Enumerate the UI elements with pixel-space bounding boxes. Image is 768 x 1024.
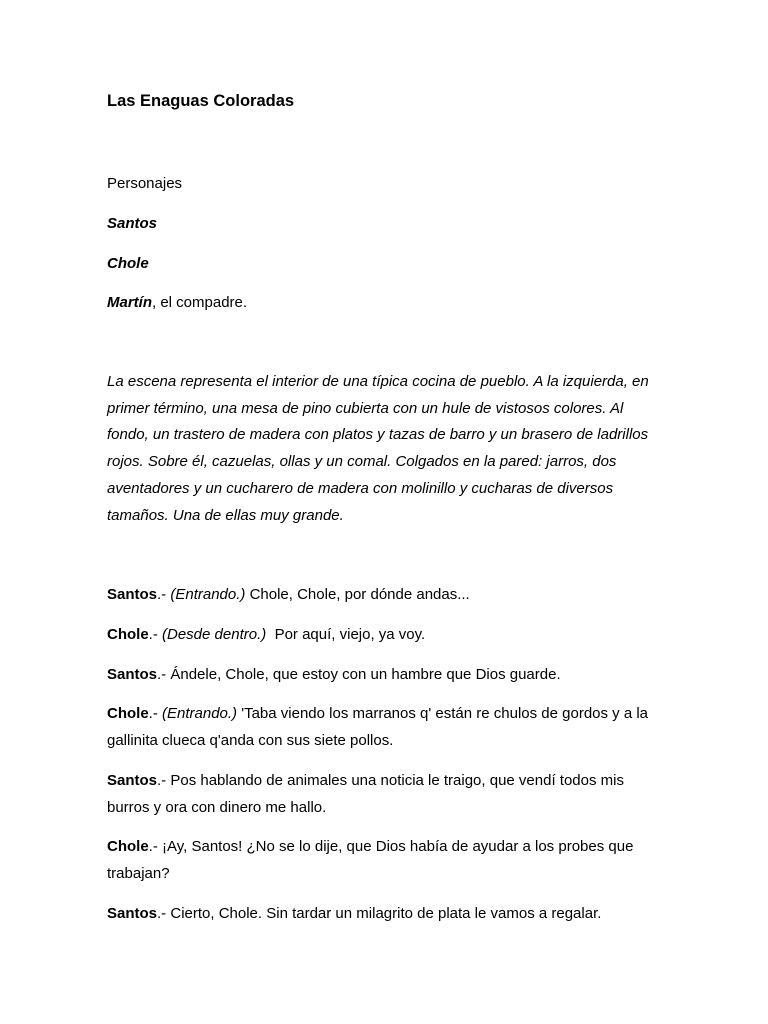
character-item xyxy=(107,214,157,234)
dialogue-text: Pos hablando de animales una noticia le traigo, que vendí todos mis burros y ora con dinero me hallo. xyxy=(107,772,624,816)
character-name: Chole xyxy=(107,255,149,272)
dialogue-text: Cierto, Chole. Sin tardar un milagrito de plata le vamos a regalar. xyxy=(170,905,602,922)
stage-direction: La escena representa el interior de una típica cocina de pueblo. A la izquierda, en primer término, una mesa de pino cubierta con un hule de vistosos colores. Al fondo, un trastero de madera con platos y tazas de barro y un brasero de ladrillos rojos. Sobre él, cazuelas, ollas y un comal. Colgados en la pared: jarros, dos aventadores y un cucharero de madera con molinillo y cucharas de diversos tamaños. Una de ellas muy grande. xyxy=(107,373,649,524)
dialogue-text: ¡Ay, Santos! ¿No se lo dije, que Dios había de ayudar a los probes que trabajan? xyxy=(107,838,634,882)
speaker-separator: .- xyxy=(157,586,171,603)
stage-direction-inline: (Desde dentro.) xyxy=(162,626,267,643)
speaker-name: Chole xyxy=(107,838,149,855)
character-name: Martín xyxy=(107,294,152,311)
dialogue-line xyxy=(107,701,663,754)
speaker-separator: .- xyxy=(157,772,171,789)
speaker-name: Santos xyxy=(107,772,158,789)
document-title: Las Enaguas Coloradas xyxy=(107,92,295,110)
dialogue-line xyxy=(107,662,663,689)
dialogue-text: Chole, Chole, por dónde andas... xyxy=(245,586,470,603)
speaker-name: Santos xyxy=(107,586,158,603)
dialogue-line xyxy=(107,582,663,609)
speaker-separator: .- xyxy=(148,838,163,855)
speaker-separator: .- xyxy=(157,905,171,922)
speaker-separator: .- xyxy=(148,626,163,643)
speaker-separator: .- xyxy=(148,705,163,722)
character-description: , el compadre. xyxy=(152,294,248,311)
speaker-name: Santos xyxy=(107,905,158,922)
speaker-name: Chole xyxy=(107,626,149,643)
dialogue-text: 'Taba viendo los marranos q' están re chulos de gordos y a la gallinita clueca q'anda con sus siete pollos. xyxy=(107,705,649,749)
speaker-name: Santos xyxy=(107,666,158,683)
character-name: Santos xyxy=(107,215,158,232)
dialogue-text: Por aquí, viejo, ya voy. xyxy=(266,626,426,643)
dialogue-line xyxy=(107,768,663,821)
speaker-separator: .- xyxy=(157,666,171,683)
character-item xyxy=(107,254,149,274)
dialogue-line xyxy=(107,622,663,649)
stage-direction-inline: (Entrando.) xyxy=(170,586,246,603)
dialogue-line xyxy=(107,834,663,887)
speaker-name: Chole xyxy=(107,705,149,722)
personajes-heading: Personajes xyxy=(107,175,183,192)
dialogue-text: Ándele, Chole, que estoy con un hambre que Dios guarde. xyxy=(170,666,561,683)
stage-direction-inline: (Entrando.) xyxy=(162,705,238,722)
dialogue-line xyxy=(107,901,663,928)
character-item xyxy=(107,293,247,313)
